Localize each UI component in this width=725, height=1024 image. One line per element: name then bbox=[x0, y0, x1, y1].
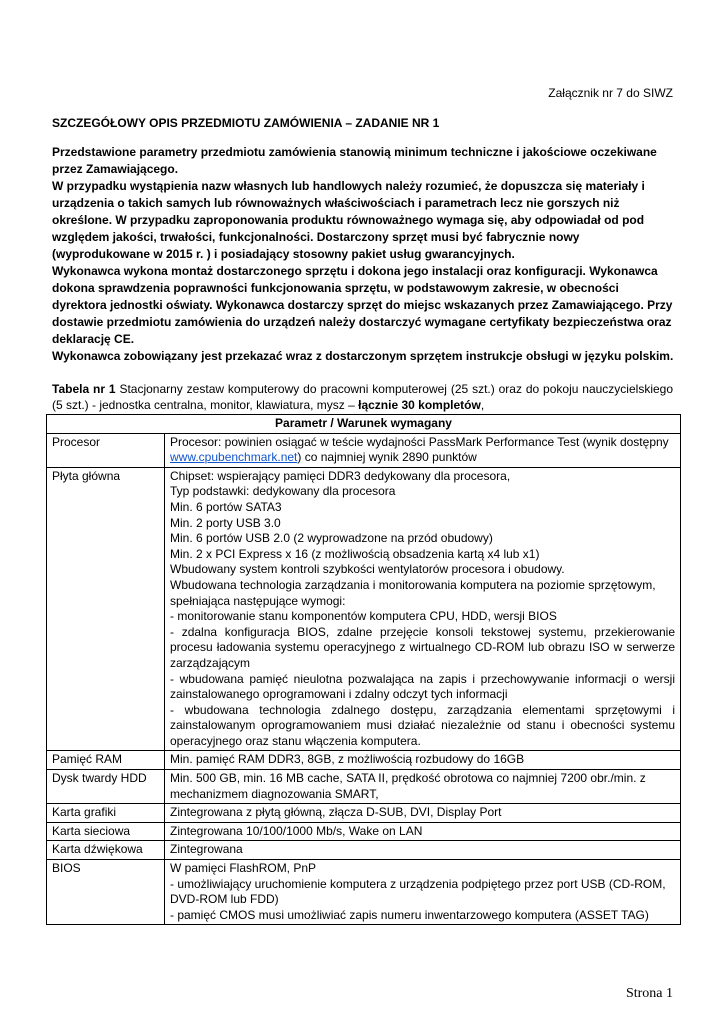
intro-paragraph: Przedstawione parametry przedmiotu zamówienia stanowią minimum techniczne i jakościowe oczekiwane przez Zamawiającego. bbox=[52, 145, 657, 176]
spec-line: - wbudowana pamięć nieulotna pozwalająca na zapis i przechowywanie informacji o wersji zainstalowanego oprogramowani i zdalny odczyt tych informacji bbox=[170, 671, 675, 702]
table-row bbox=[47, 770, 681, 804]
row-label-ram: Pamięć RAM bbox=[47, 751, 165, 770]
row-value-ram: Min. pamięć RAM DDR3, 8GB, z możliwością rozbudowy do 16GB bbox=[165, 751, 681, 770]
processor-text: Procesor: powinien osiągać w teście wydajności PassMark Performance Test (wynik dostępny bbox=[170, 434, 669, 449]
table-caption-label: Tabela nr 1 bbox=[52, 382, 116, 396]
page-number: Strona 1 bbox=[625, 986, 673, 1001]
table-caption-text: Stacjonarny zestaw komputerowy do pracowni komputerowej (25 szt.) oraz do pokoju nauczycielskiego (5 szt.) - jednostka centralna, monitor, klawiatura, mysz – bbox=[52, 382, 674, 412]
row-value-hdd: Min. 500 GB, min. 16 MB cache, SATA II, prędkość obrotowa co najmniej 7200 obr./min. z mechanizmem diagnozowania SMART, bbox=[165, 770, 681, 804]
intro-paragraph: Wykonawca zobowiązany jest przekazać wraz z dostarczonym sprzętem instrukcje obsługi w języku polskim. bbox=[52, 349, 674, 363]
spec-line: - pamięć CMOS musi umożliwiać zapis numeru inwentarzowego komputera (ASSET TAG) bbox=[170, 907, 649, 922]
annex-label: Załącznik nr 7 do SIWZ bbox=[548, 86, 673, 100]
table-row bbox=[47, 804, 681, 823]
table-caption bbox=[52, 381, 673, 413]
spec-line: Min. 6 portów SATA3 bbox=[170, 499, 282, 514]
spec-line: - zdalna konfiguracja BIOS, zdalne przejęcie konsoli tekstowej systemu, przekierowanie procesu ładowania systemu operacyjnego z wirtualnego CD-ROM lub obrazu ISO w serwerze zarządzającym bbox=[170, 624, 675, 670]
row-label-sound: Karta dźwiękowa bbox=[47, 841, 165, 860]
table-row bbox=[47, 841, 681, 860]
table-row bbox=[47, 822, 681, 841]
row-value-motherboard bbox=[165, 467, 681, 751]
table-row bbox=[47, 433, 681, 467]
spec-line: - wbudowana technologia zdalnego dostępu, zarządzania elementami sprzętowymi i zainstalowanym oprogramowaniem musi działać niezależnie od stanu i obecności systemu operacyjnego oraz stanu włączenia komputera. bbox=[170, 702, 675, 748]
intro-paragraph: Wykonawca wykona montaż dostarczonego sprzętu i dokona jego instalacji oraz konfiguracji. Wykonawca dokona sprawdzenia poprawności funkcjonowania sprzętu, w podstawowym zakresie, w obecności dyrektora jednostki oświaty. Wykonawca dostarczy sprzęt do miejsc wskazanych przez Zamawiającego. Przy dostawie przedmiotu zamówienia do urządzeń należy dostarczyć wymagane certyfikaty bezpieczeństwa oraz deklarację CE. bbox=[52, 264, 673, 346]
spec-line: Wbudowana technologia zarządzania i monitorowania komputera na poziomie sprzętowym, spełniająca następujące wymogi: bbox=[170, 577, 656, 608]
spec-table bbox=[46, 414, 681, 925]
row-value-network: Zintegrowana 10/100/1000 Mb/s, Wake on LAN bbox=[165, 822, 681, 841]
intro-paragraph: W przypadku wystąpienia nazw własnych lub handlowych należy rozumieć, że dopuszcza się materiały i urządzenia o takich samych lub równoważnych właściwościach i parametrach lecz nie gorszych niż określone. W przypadku zaproponowania produktu równoważnego wymaga się, aby odpowiadał od pod względem jakości, trwałości, funkcjonalności. Dostarczony sprzęt musi być fabrycznie nowy (wyprodukowane w 2015 r. ) i posiadający stosowny pakiet usług gwarancyjnych. bbox=[52, 179, 645, 261]
row-label-hdd: Dysk twardy HDD bbox=[47, 770, 165, 804]
row-label-motherboard: Płyta główna bbox=[47, 467, 165, 751]
spec-line: Min. 2 x PCI Express x 16 (z możliwością obsadzenia kartą x4 lub x1) bbox=[170, 546, 540, 561]
table-row bbox=[47, 860, 681, 925]
cpubenchmark-link[interactable]: www.cpubenchmark.net bbox=[170, 450, 298, 465]
row-label-gpu: Karta grafiki bbox=[47, 804, 165, 823]
processor-text-end: ) co najmniej wynik 2890 punktów bbox=[297, 450, 477, 465]
spec-line: Min. 6 portów USB 2.0 (2 wyprowadzone na przód obudowy) bbox=[170, 531, 493, 546]
table-caption-total: łącznie 30 kompletów bbox=[358, 398, 481, 412]
table-row bbox=[47, 467, 681, 751]
row-label-network: Karta sieciowa bbox=[47, 822, 165, 841]
table-row bbox=[47, 751, 681, 770]
row-label-processor: Procesor bbox=[47, 433, 165, 467]
spec-line: Min. 2 porty USB 3.0 bbox=[170, 515, 281, 530]
intro-section bbox=[52, 144, 674, 365]
spec-line: Chipset: wspierający pamięci DDR3 dedykowany dla procesora, bbox=[170, 468, 511, 483]
spec-line: Typ podstawki: dedykowany dla procesora bbox=[170, 484, 396, 499]
row-value-bios bbox=[165, 860, 681, 925]
row-value-gpu: Zintegrowana z płytą główną, złącza D-SUB, DVI, Display Port bbox=[165, 804, 681, 823]
row-label-bios: BIOS bbox=[47, 860, 165, 925]
table-header: Parametr / Warunek wymagany bbox=[47, 415, 681, 434]
row-value-processor bbox=[165, 433, 681, 467]
table-caption-end: , bbox=[480, 398, 485, 412]
table-header-row bbox=[47, 415, 681, 434]
row-value-sound: Zintegrowana bbox=[165, 841, 681, 860]
spec-line: Wbudowany system kontroli szybkości wentylatorów procesora i obudowy. bbox=[170, 562, 565, 577]
spec-line: - umożliwiający uruchomienie komputera z urządzenia podpiętego przez port USB (CD-ROM, DVD-ROM lub FDD) bbox=[170, 876, 666, 907]
document-title: SZCZEGÓŁOWY OPIS PRZEDMIOTU ZAMÓWIENIA – ZADANIE NR 1 bbox=[52, 116, 440, 130]
spec-line: - monitorowanie stanu komponentów komputera CPU, HDD, wersji BIOS bbox=[170, 609, 557, 624]
spec-line: W pamięci FlashROM, PnP bbox=[170, 861, 317, 876]
